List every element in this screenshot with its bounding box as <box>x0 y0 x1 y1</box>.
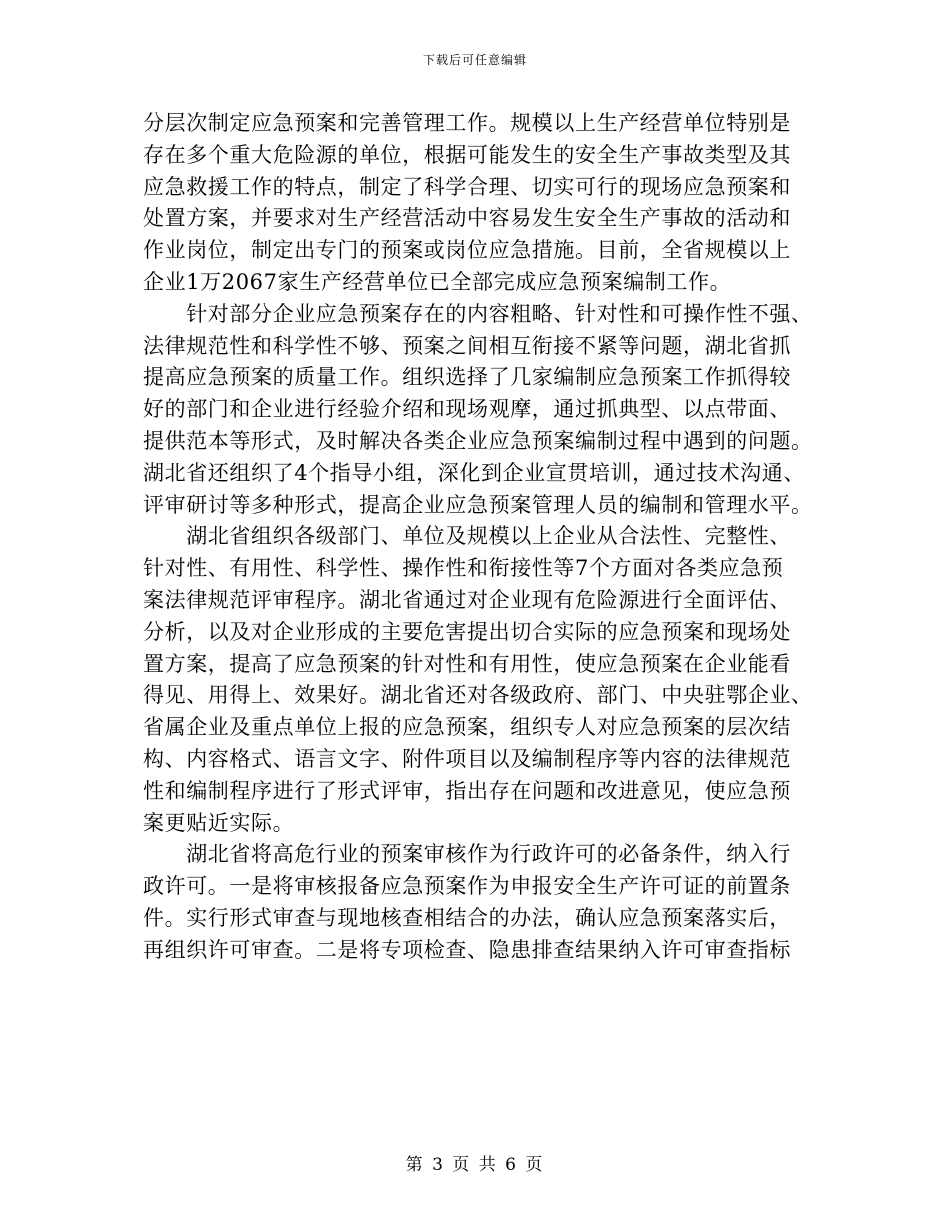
text-line: 法律规范性和科学性不够、预案之间相互衔接不紧等问题，湖北省抓 <box>143 333 791 358</box>
page-header: 下载后可任意编辑 <box>422 53 527 67</box>
text-line: 得见、用得上、效果好。湖北省还对各级政府、部门、中央驻鄂企业、 <box>143 683 813 708</box>
text-line: 案法律规范评审程序。湖北省通过对企业现有危险源进行全面评估、 <box>143 587 791 612</box>
text-line: 存在多个重大危险源的单位，根据可能发生的安全生产事故类型及其 <box>143 142 791 167</box>
text-line: 性和编制程序进行了形式评审，指出存在问题和改进意见，使应急预 <box>143 778 791 803</box>
text-line: 案更贴近实际。 <box>143 810 295 835</box>
text-line: 构、内容格式、语言文字、附件项目以及编制程序等内容的法律规范 <box>143 746 791 771</box>
text-line: 评审研讨等多种形式，提高企业应急预案管理人员的编制和管理水平。 <box>143 492 813 517</box>
text-line: 针对性、有用性、科学性、操作性和衔接性等7个方面对各类应急预 <box>143 556 784 581</box>
text-line: 再组织许可审查。二是将专项检查、隐患排查结果纳入许可审查指标 <box>143 937 791 962</box>
text-line: 湖北省将高危行业的预案审核作为行政许可的必备条件，纳入行 <box>143 842 791 867</box>
text-line: 好的部门和企业进行经验介绍和现场观摩，通过抓典型、以点带面、 <box>143 397 791 422</box>
text-line: 提供范本等形式，及时解决各类企业应急预案编制过程中遇到的问题。 <box>143 428 813 453</box>
document-body <box>143 108 813 967</box>
text-line: 应急救援工作的特点，制定了科学合理、切实可行的现场应急预案和 <box>143 174 791 199</box>
text-line: 处置方案，并要求对生产经营活动中容易发生安全生产事故的活动和 <box>143 206 791 231</box>
text-line: 提高应急预案的质量工作。组织选择了几家编制应急预案工作抓得较 <box>143 365 791 390</box>
text-line: 针对部分企业应急预案存在的内容粗略、针对性和可操作性不强、 <box>143 301 813 326</box>
text-line: 置方案，提高了应急预案的针对性和有用性，使应急预案在企业能看 <box>143 651 791 676</box>
text-line: 湖北省还组织了4个指导小组，深化到企业宣贯培训，通过技术沟通、 <box>143 460 805 485</box>
text-line: 省属企业及重点单位上报的应急预案，组织专人对应急预案的层次结 <box>143 715 791 740</box>
text-line: 企业1万2067家生产经营单位已全部完成应急预案编制工作。 <box>143 269 732 294</box>
text-line: 分析，以及对企业形成的主要危害提出切合实际的应急预案和现场处 <box>143 619 791 644</box>
text-line: 件。实行形式审查与现地核查相结合的办法，确认应急预案落实后， <box>143 905 791 930</box>
text-line: 作业岗位，制定出专门的预案或岗位应急措施。目前，全省规模以上 <box>143 238 791 263</box>
text-line: 分层次制定应急预案和完善管理工作。规模以上生产经营单位特别是 <box>143 111 791 135</box>
page-footer: 第 3 页 共 6 页 <box>405 1155 545 1175</box>
text-line: 湖北省组织各级部门、单位及规模以上企业从合法性、完整性、 <box>143 524 791 549</box>
text-line: 政许可。一是将审核报备应急预案作为申报安全生产许可证的前置条 <box>143 874 791 899</box>
